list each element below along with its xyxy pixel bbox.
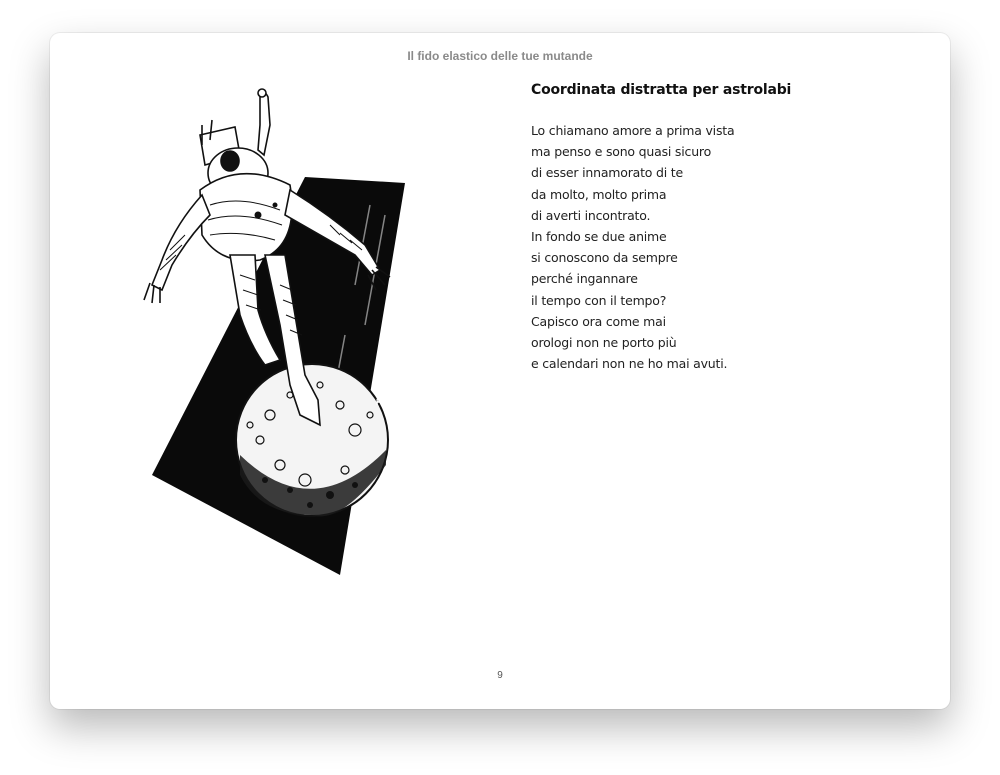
poem-line: Lo chiamano amore a prima vista [531, 123, 735, 138]
poem-title: Coordinata distratta per astrolabi [531, 82, 792, 98]
astronaut-illustration [140, 85, 420, 575]
book-title: Il fido elastico delle tue mutande [407, 49, 593, 63]
poem-line: da molto, molto prima [531, 186, 667, 202]
reader-page [50, 33, 950, 709]
poem-line: perché ingannare [531, 271, 638, 287]
poem-line: di esser innamorato di te [531, 165, 683, 181]
poem-line: ma penso e sono quasi sicuro [531, 144, 712, 160]
poem-line: Capisco ora come mai [531, 313, 666, 329]
poem-line: e calendari non ne ho mai avuti. [531, 356, 728, 372]
poem-line: di averti incontrato. [531, 207, 651, 223]
poem-line: In fondo se due anime [531, 229, 667, 245]
poem-line: orologi non ne porto più [531, 335, 677, 351]
page-number: 9 [497, 670, 503, 681]
poem-line: si conoscono da sempre [531, 250, 678, 266]
poem-line: il tempo con il tempo? [531, 292, 667, 308]
artist-signature: TOPPI [376, 369, 386, 405]
poem-lines [531, 120, 891, 374]
poem [531, 82, 891, 374]
